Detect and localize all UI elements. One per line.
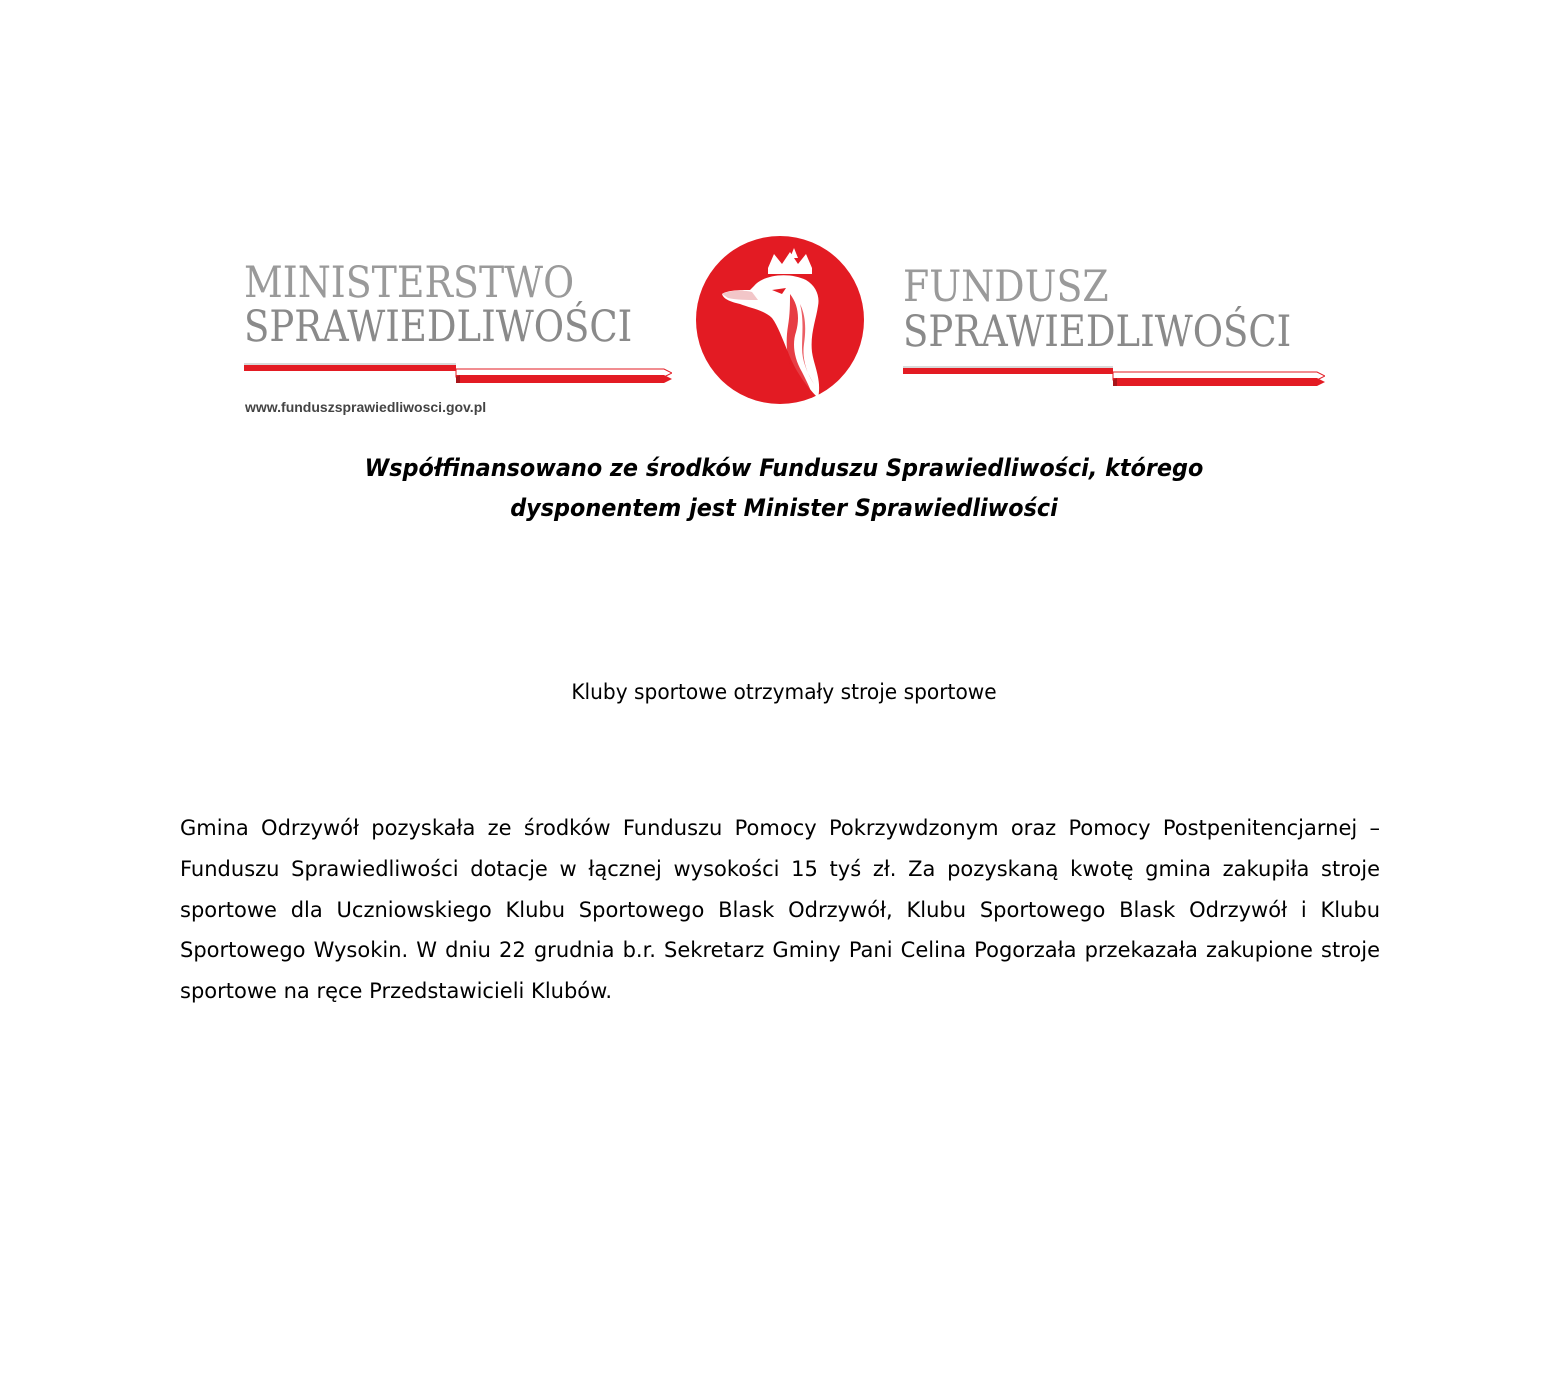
cofinancing-line2: dysponentem jest Minister Sprawiedliwości	[510, 494, 1058, 522]
cofinancing-line1: Współfinansowano ze środków Funduszu Sprawiedliwości, którego	[364, 454, 1204, 482]
fund-line1: FUNDUSZ	[903, 262, 1109, 312]
fund-line2: SPRAWIEDLIWOŚCI	[903, 307, 1292, 357]
cofinancing-notice	[241, 448, 1327, 528]
ministry-line2: SPRAWIEDLIWOŚCI	[244, 302, 633, 352]
article-title: Kluby sportowe otrzymały stroje sportowe	[571, 680, 997, 704]
website-url: www.funduszsprawiedliwosci.gov.pl	[245, 399, 487, 415]
fund-ribbon	[903, 362, 1325, 388]
ministry-line1: MINISTERSTWO	[244, 258, 575, 308]
fundusz-logo	[0, 0, 1568, 440]
crowned-eagle-icon	[694, 234, 866, 406]
ministry-ribbon	[244, 359, 672, 385]
article-paragraph: Gmina Odrzywół pozyskała ze środków Funduszu Pomocy Pokrzywdzonym oraz Pomocy Postpenitencjarnej – Funduszu Sprawiedliwości dotacje w łącznej wysokości 15 tyś zł. Za pozyskaną kwotę gmina zakupiła stroje sportowe dla Uczniowskiego Klubu Sportowego Blask Odrzywół, Klubu Sportowego Blask Odrzywół i Klubu Sportowego Wysokin. W dniu 22 grudnia b.r. Sekretarz Gminy Pani Celina Pogorzała przekazała zakupione stroje sportowe na ręce Przedstawicieli Klubów.	[180, 816, 1380, 1004]
article-body	[180, 808, 1380, 1012]
